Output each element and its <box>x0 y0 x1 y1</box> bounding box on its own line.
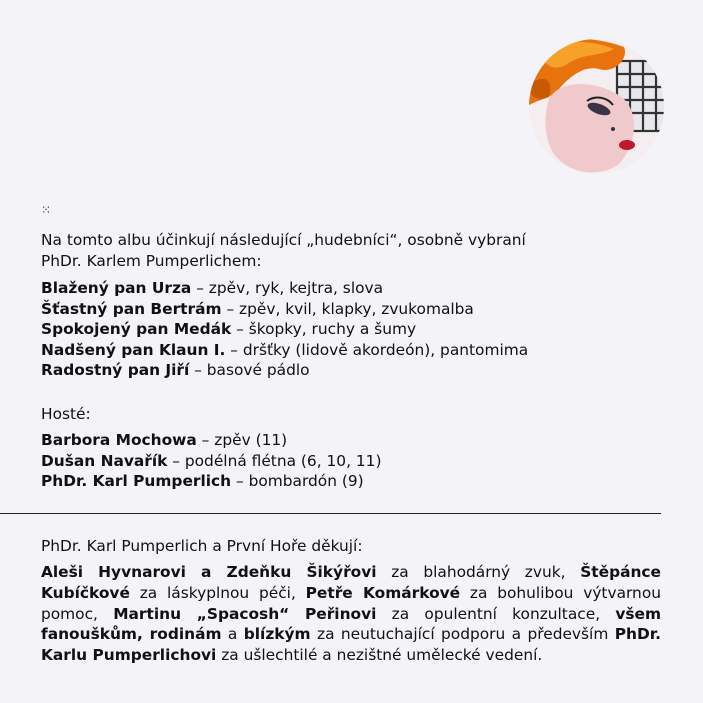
guests-list <box>41 430 381 492</box>
member-name: Šťastný pan Bertrám <box>41 299 222 318</box>
members-list <box>41 278 528 381</box>
member-row <box>41 299 528 320</box>
portrait-photo <box>529 39 664 174</box>
member-role: – škopky, ruchy a šumy <box>231 320 417 339</box>
thanks-text: za ušlechtilé a nezištné umělecké vedení. <box>216 646 543 665</box>
thanks-text: a <box>221 625 244 644</box>
thanks-text: za opulentní konzultace, <box>376 604 616 623</box>
guest-name: Dušan Navařík <box>41 451 168 470</box>
intro-line: Na tomto albu účinkují následující „hudebníci“, osobně vybraní <box>41 231 526 249</box>
member-row <box>41 360 528 381</box>
guest-name: Barbora Mochowa <box>41 431 197 449</box>
thanks-text: za bohulibou výtvarnou pomoc, <box>41 583 661 623</box>
thanks-bold: Aleši Hyvnarovi a Zdeňku Šikýřovi <box>41 563 377 581</box>
guest-role: – bombardón (9) <box>231 472 364 491</box>
member-role: – dršťky (lidově akordeón), pantomima <box>225 340 529 359</box>
thanks-bold: všem fanouškům, rodinám <box>41 604 662 644</box>
intro-line: PhDr. Karlem Pumperlichem: <box>41 251 262 270</box>
thanks-bold: Martinu „Spacosh“ Peřinovi <box>113 604 377 623</box>
thanks-bold: Petře Komárkové <box>305 583 461 602</box>
thanks-paragraph <box>41 562 661 666</box>
thanks-heading: PhDr. Karl Pumperlich a První Hoře děkují: <box>41 537 363 555</box>
section-divider <box>0 513 661 514</box>
guest-row <box>41 471 381 492</box>
member-name: Blažený pan Urza <box>41 279 192 297</box>
guest-row <box>41 451 381 472</box>
thanks-bold: PhDr. Karlu Pumperlichovi <box>41 625 661 665</box>
member-row <box>41 278 528 299</box>
thanks-bold: blízkým <box>243 625 311 644</box>
thanks-text: za blahodárný zvuk, <box>376 563 581 581</box>
thanks-text: za láskyplnou péči, <box>129 583 306 602</box>
guest-role: – zpěv (11) <box>196 431 288 449</box>
decorative-glyph: ⁙ <box>41 203 52 217</box>
guest-role: – podélná flétna (6, 10, 11) <box>167 451 382 470</box>
guests-heading: Hosté: <box>41 405 91 423</box>
thanks-bold: Štěpánce Kubíčkové <box>41 563 661 602</box>
thanks-text: za neutuchající podporu a především <box>310 625 615 644</box>
member-name: Spokojený pan Medák <box>41 320 232 339</box>
member-name: Radostný pan Jiří <box>41 361 190 380</box>
guest-name: PhDr. Karl Pumperlich <box>41 472 232 491</box>
member-role: – basové pádlo <box>189 361 310 380</box>
member-role: – zpěv, ryk, kejtra, slova <box>191 279 384 297</box>
member-name: Nadšený pan Klaun I. <box>41 340 226 359</box>
member-row <box>41 319 528 340</box>
member-role: – zpěv, kvil, klapky, zvukomalba <box>221 299 474 318</box>
intro-paragraph <box>41 230 601 271</box>
member-row <box>41 340 528 361</box>
guest-row <box>41 430 381 451</box>
